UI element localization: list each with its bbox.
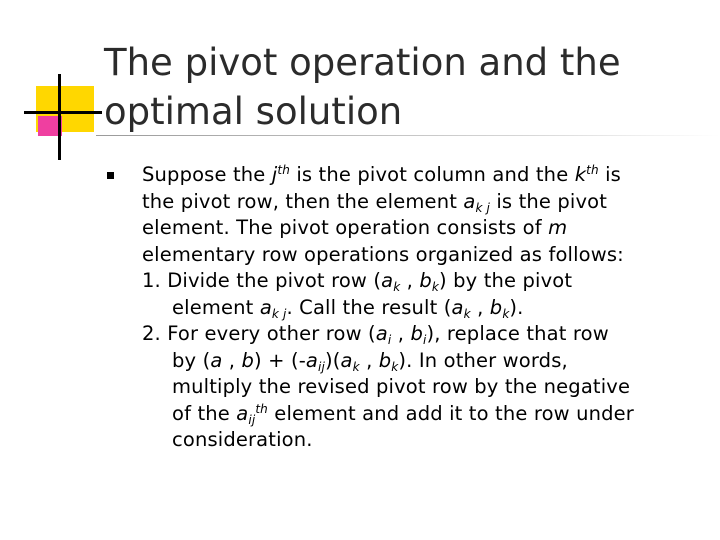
step-1-line-2: element $a_{k j}$. Call the result ($a_k$ , $b_k$). bbox=[172, 295, 524, 321]
slide-title-line-1: The pivot operation and the bbox=[104, 41, 621, 84]
body-line-2: the pivot row, then the element $a_{k j}$ is the pivot bbox=[142, 189, 608, 215]
body-line-4: elementary row operations organized as follows: bbox=[142, 242, 624, 266]
bullet-square-icon bbox=[107, 172, 114, 179]
slide-body bbox=[142, 162, 702, 454]
step-2-line-1: 2. For every other row ($a_i$ , $b_i$), replace that row bbox=[142, 322, 609, 347]
title-decoration-vertical-line bbox=[58, 74, 61, 160]
slide-title-line-2: optimal solution bbox=[104, 90, 403, 133]
step-1-line-1: 1. Divide the pivot row ($a_k$ , $b_k$) by the pivot bbox=[142, 269, 573, 294]
step-2-line-4: of the $a_{ij}^{th}$ element and add it to the row under bbox=[172, 401, 634, 427]
step-2-line-2: by (a , $b) + (-a_{ij})(a_k$ , $b_k$). In other words, bbox=[172, 348, 568, 374]
body-line-1: Suppose the $j^{th}$ is the pivot column and the $k^{th}$ is bbox=[142, 163, 621, 186]
step-2-line-3: multiply the revised pivot row by the negative bbox=[172, 375, 631, 398]
body-line-3: element. The pivot operation consists of m bbox=[142, 216, 568, 239]
title-decoration-horizontal-line bbox=[24, 111, 102, 114]
step-2-line-5: consideration. bbox=[172, 428, 313, 451]
slide-title bbox=[104, 38, 704, 136]
